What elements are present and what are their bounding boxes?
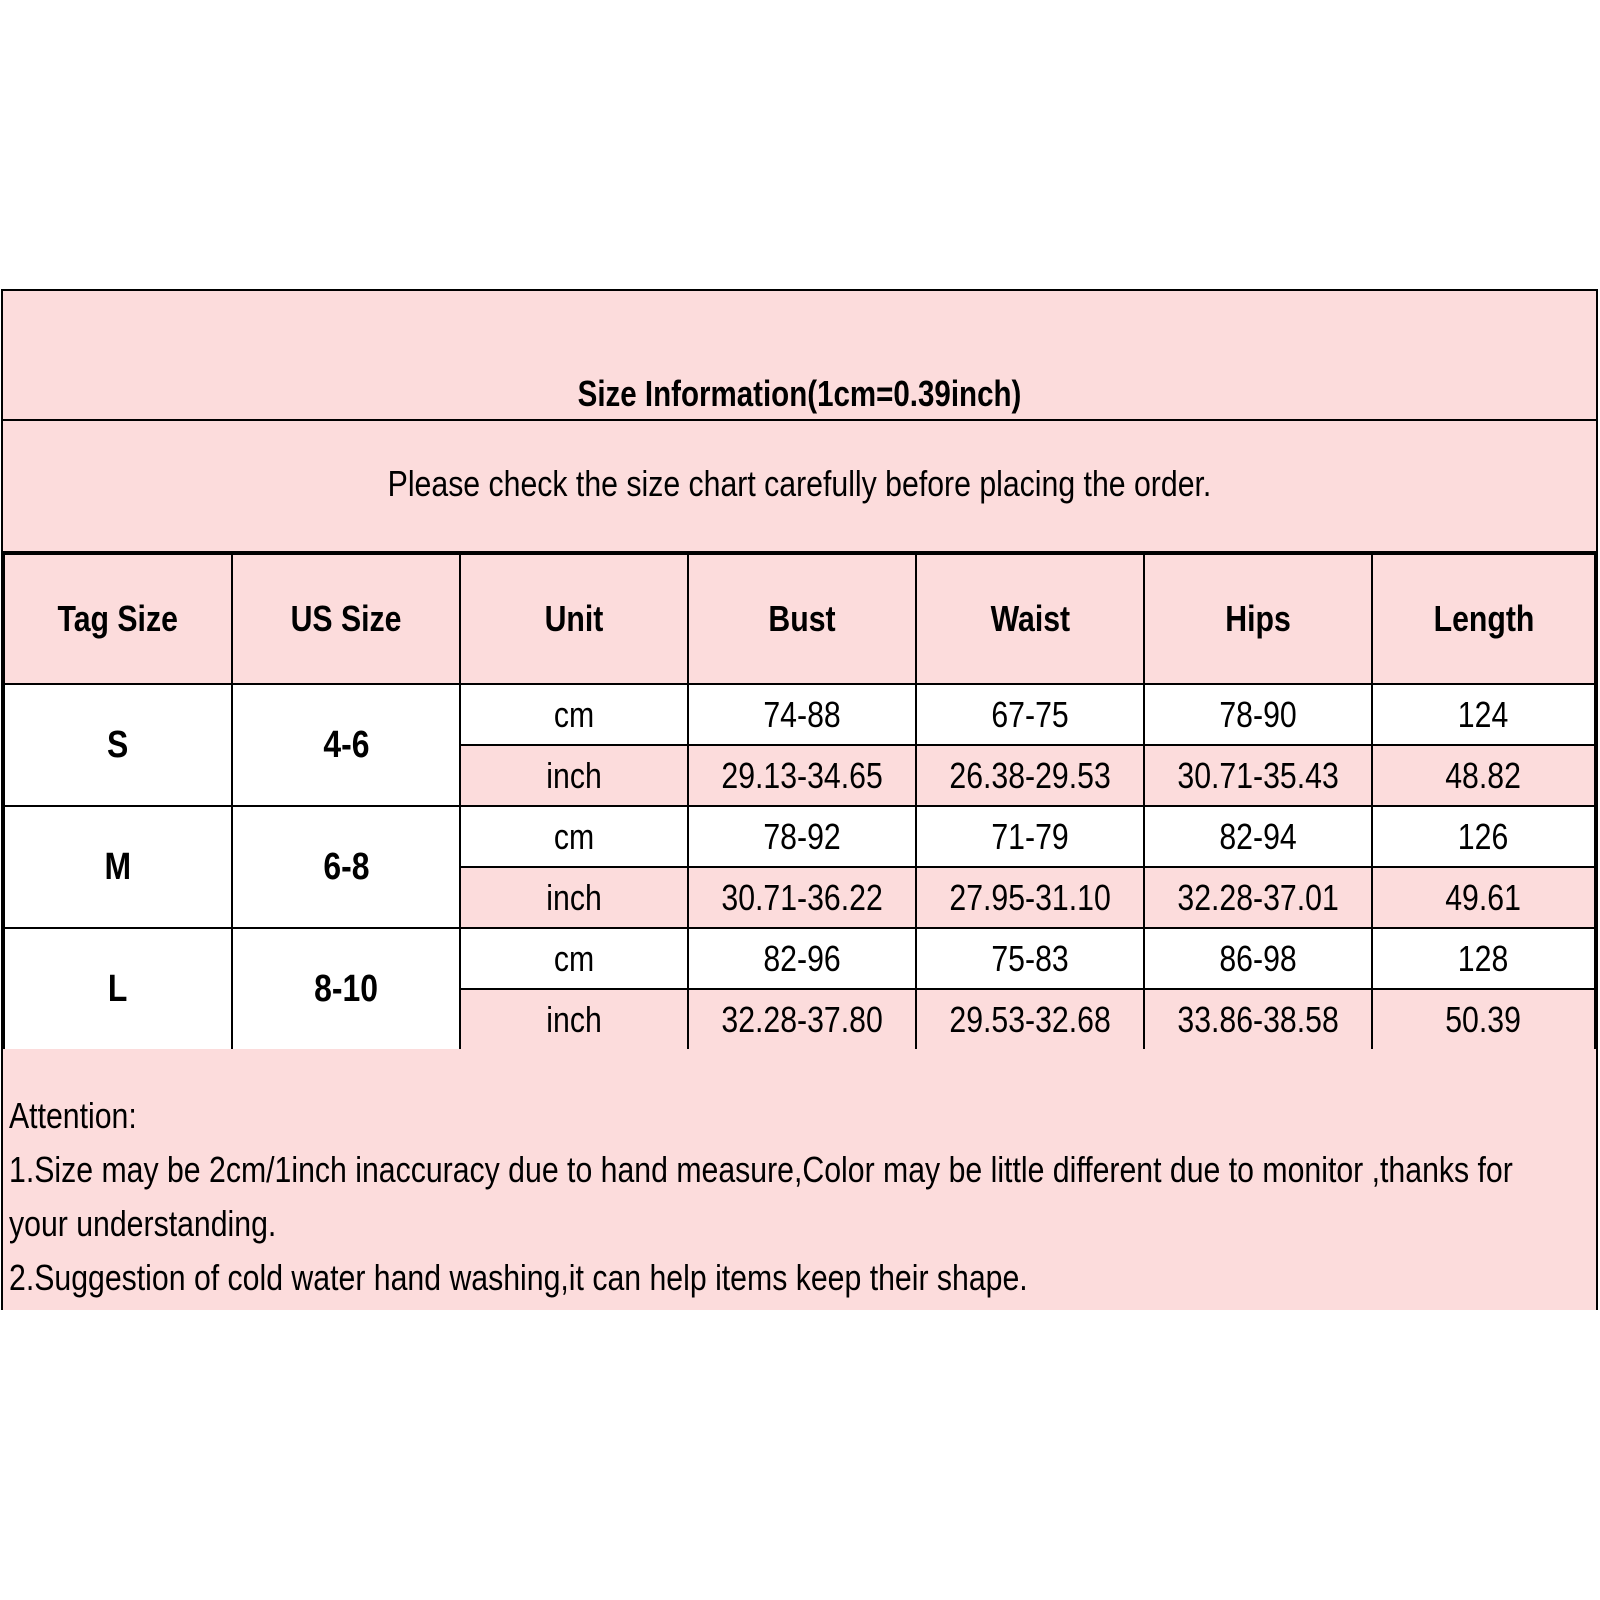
waist-cell: 27.95-31.10 [916,867,1144,928]
length-cell: 50.39 [1372,989,1595,1050]
header-waist: Waist [916,554,1144,684]
waist-cell: 75-83 [916,928,1144,989]
length-cell: 48.82 [1372,745,1595,806]
header-bust: Bust [688,554,916,684]
unit-cell: cm [460,928,688,989]
us-size-cell: 6-8 [232,806,460,928]
unit-cell: inch [460,989,688,1050]
length-cell: 126 [1372,806,1595,867]
bust-cell: 78-92 [688,806,916,867]
title-band [3,291,1596,421]
hips-cell: 82-94 [1144,806,1372,867]
chart-title: Size Information(1cm=0.39inch) [577,373,1022,414]
attention-note-2: 2.Suggestion of cold water hand washing,it can help items keep their shape. [9,1257,1028,1298]
size-chart [1,289,1598,1310]
attention-heading: Attention: [9,1095,137,1136]
header-hips: Hips [1144,554,1372,684]
size-table [3,553,1596,1051]
chart-subtitle: Please check the size chart carefully before placing the order. [387,463,1212,504]
attention-notes [3,1049,1596,1310]
attention-note-1: 1.Size may be 2cm/1inch inaccuracy due to hand measure,Color may be little different due to monitor ,thanks for [9,1149,1513,1190]
hips-cell: 86-98 [1144,928,1372,989]
hips-cell: 33.86-38.58 [1144,989,1372,1050]
hips-cell: 78-90 [1144,684,1372,745]
waist-cell: 71-79 [916,806,1144,867]
hips-cell: 30.71-35.43 [1144,745,1372,806]
length-cell: 124 [1372,684,1595,745]
unit-cell: cm [460,806,688,867]
bust-cell: 29.13-34.65 [688,745,916,806]
attention-note-1-cont: your understanding. [9,1203,277,1244]
length-cell: 128 [1372,928,1595,989]
unit-cell: inch [460,867,688,928]
waist-cell: 67-75 [916,684,1144,745]
table-row [4,928,1595,989]
table-row [4,806,1595,867]
header-length: Length [1372,554,1595,684]
table-row [4,684,1595,745]
bust-cell: 82-96 [688,928,916,989]
length-cell: 49.61 [1372,867,1595,928]
tag-size-cell: S [4,684,232,806]
bust-cell: 30.71-36.22 [688,867,916,928]
bust-cell: 74-88 [688,684,916,745]
header-unit: Unit [460,554,688,684]
bust-cell: 32.28-37.80 [688,989,916,1050]
table-header-row [4,554,1595,684]
us-size-cell: 8-10 [232,928,460,1050]
header-us-size: US Size [232,554,460,684]
waist-cell: 29.53-32.68 [916,989,1144,1050]
subtitle-band [3,421,1596,553]
hips-cell: 32.28-37.01 [1144,867,1372,928]
waist-cell: 26.38-29.53 [916,745,1144,806]
unit-cell: cm [460,684,688,745]
tag-size-cell: M [4,806,232,928]
unit-cell: inch [460,745,688,806]
tag-size-cell: L [4,928,232,1050]
us-size-cell: 4-6 [232,684,460,806]
header-tag-size: Tag Size [4,554,232,684]
